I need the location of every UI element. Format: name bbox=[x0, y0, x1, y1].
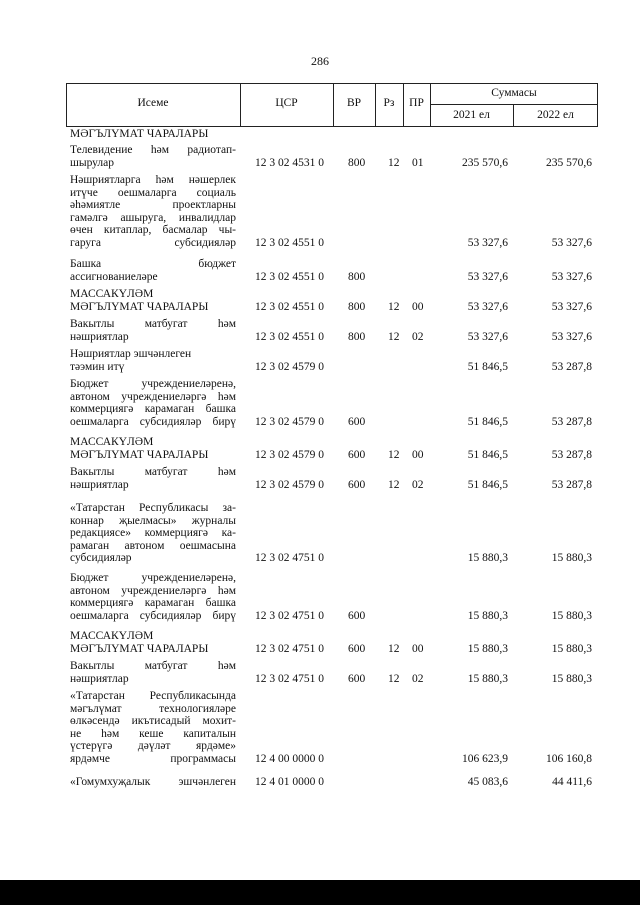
row-name bbox=[70, 630, 236, 655]
row-vr: 800 bbox=[348, 330, 366, 343]
row-name-line: мәгълүмат технологияләре bbox=[70, 702, 236, 715]
header-vr: ВР bbox=[346, 97, 362, 109]
row-sum-2022: 44 411,6 bbox=[552, 776, 592, 788]
row-vr: 600 bbox=[348, 478, 366, 491]
row-sum-2021: 53 327,6 bbox=[467, 270, 508, 283]
row-name bbox=[70, 174, 236, 249]
row-vr: 800 bbox=[348, 270, 366, 283]
row-name-line: Телевидение һәм радиотап- bbox=[70, 144, 236, 156]
row-name-line: МӘГЪЛҮМАТ ЧАРАЛАРЫ bbox=[70, 300, 209, 313]
row-sum-2021: 15 880,3 bbox=[467, 552, 508, 564]
row-sum-2022: 15 880,3 bbox=[551, 609, 592, 622]
row-vr: 600 bbox=[348, 609, 366, 622]
row-sum-2021: 15 880,3 bbox=[467, 609, 508, 622]
row-name-line: МӘГЪЛҮМАТ ЧАРАЛАРЫ bbox=[70, 642, 209, 655]
row-name bbox=[70, 660, 236, 685]
row-sum-2022: 15 880,3 bbox=[551, 672, 592, 685]
row-sum-2022: 53 287,8 bbox=[551, 478, 592, 491]
row-name-line: автоном учреждениеләргә һәм bbox=[70, 584, 236, 597]
row-name-line: өлкәсендә икътисадый мохит- bbox=[70, 715, 236, 727]
row-name-line: үстерүгә дәүләт ярдәме» bbox=[70, 740, 236, 752]
row-name-line: итүче оешмаларга социаль bbox=[70, 186, 236, 199]
row-sum-2021: 51 846,5 bbox=[467, 360, 508, 373]
row-pr: 02 bbox=[412, 478, 424, 491]
row-pr: 02 bbox=[412, 672, 424, 685]
row-csr: 12 3 02 4751 0 bbox=[255, 642, 324, 655]
row-pr: 00 bbox=[412, 300, 424, 313]
row-sum-2021: 235 570,6 bbox=[462, 156, 508, 169]
row-name-line: МӘГЪЛҮМАТ ЧАРАЛАРЫ bbox=[70, 448, 209, 461]
header-csr: ЦСР bbox=[275, 97, 298, 109]
row-name-line: өчен китаплар, басмалар чы- bbox=[70, 224, 236, 236]
row-csr: 12 3 02 4551 0 bbox=[255, 330, 324, 343]
row-name-line: оешмаларга субсидияләр бирү bbox=[70, 609, 236, 622]
scan-edge bbox=[0, 880, 640, 905]
row-vr: 600 bbox=[348, 448, 366, 461]
row-name-line: МӘГЪЛҮМАТ ЧАРАЛАРЫ bbox=[70, 128, 209, 140]
row-vr: 600 bbox=[348, 415, 366, 428]
row-name bbox=[70, 128, 236, 141]
header-name: Исеме bbox=[137, 97, 169, 109]
row-name-line: ассигнованиеләре bbox=[70, 270, 158, 283]
row-name-line: коммерциягә карамаган башка bbox=[70, 597, 236, 609]
row-sum-2022: 53 327,6 bbox=[551, 300, 592, 313]
row-name bbox=[70, 466, 236, 491]
row-rz: 12 bbox=[388, 672, 400, 685]
row-sum-2021: 45 083,6 bbox=[467, 776, 508, 788]
row-name-line: коммерциягә карамаган башка bbox=[70, 403, 236, 415]
row-name-line: автоном учреждениеләргә һәм bbox=[70, 390, 236, 403]
row-name-line: Нәшриятларга һәм нәшерлек bbox=[70, 174, 236, 186]
row-name bbox=[70, 144, 236, 169]
row-name-line: Башка бюджет bbox=[70, 258, 236, 270]
header-year-2022: 2022 ел bbox=[537, 109, 574, 121]
row-name-line: редакциясе» коммерциягә ка- bbox=[70, 527, 236, 539]
row-sum-2022: 235 570,6 bbox=[546, 156, 592, 169]
row-name-line: «Татарстан Республикасы за- bbox=[70, 502, 236, 514]
row-name-line: Вакытлы матбугат һәм bbox=[70, 660, 236, 672]
row-rz: 12 bbox=[388, 478, 400, 491]
row-name bbox=[70, 690, 236, 765]
row-name-line: коннар җыелмасы» журналы bbox=[70, 514, 236, 527]
row-name-line: субсидияләр bbox=[70, 552, 132, 564]
row-pr: 02 bbox=[412, 330, 424, 343]
row-csr: 12 3 02 4751 0 bbox=[255, 552, 324, 564]
row-sum-2021: 53 327,6 bbox=[467, 300, 508, 313]
row-name-line: МАССАКҮЛӘМ bbox=[70, 436, 154, 448]
row-name-line: шырулар bbox=[70, 156, 115, 169]
row-sum-2022: 53 327,6 bbox=[551, 270, 592, 283]
row-sum-2022: 15 880,3 bbox=[551, 642, 592, 655]
row-sum-2021: 53 327,6 bbox=[467, 330, 508, 343]
row-csr: 12 3 02 4531 0 bbox=[255, 156, 324, 169]
row-rz: 12 bbox=[388, 448, 400, 461]
row-sum-2021: 106 623,9 bbox=[462, 752, 508, 765]
row-rz: 12 bbox=[388, 642, 400, 655]
row-name-line: нәшриятлар bbox=[70, 478, 129, 491]
row-name-line: Вакытлы матбугат һәм bbox=[70, 466, 236, 478]
header-rz: Рз bbox=[383, 97, 395, 109]
row-sum-2021: 51 846,5 bbox=[467, 448, 508, 461]
row-name bbox=[70, 502, 236, 565]
row-name bbox=[70, 776, 236, 789]
row-csr: 12 4 01 0000 0 bbox=[255, 776, 324, 788]
row-name bbox=[70, 348, 236, 373]
header-pr: ПР bbox=[409, 97, 424, 109]
row-name-line: МАССАКҮЛӘМ bbox=[70, 630, 154, 642]
row-csr: 12 3 02 4579 0 bbox=[255, 448, 324, 461]
row-name bbox=[70, 436, 236, 461]
header-divider bbox=[430, 104, 598, 105]
row-name bbox=[70, 318, 236, 343]
row-name-line: Бюджет учреждениеләренә, bbox=[70, 572, 236, 584]
row-csr: 12 3 02 4751 0 bbox=[255, 609, 324, 622]
row-sum-2022: 53 287,8 bbox=[551, 360, 592, 373]
row-sum-2021: 51 846,5 bbox=[467, 478, 508, 491]
row-rz: 12 bbox=[388, 300, 400, 313]
row-pr: 01 bbox=[412, 156, 424, 169]
row-csr: 12 3 02 4551 0 bbox=[255, 236, 324, 249]
row-rz: 12 bbox=[388, 330, 400, 343]
row-sum-2022: 53 327,6 bbox=[551, 236, 592, 249]
row-csr: 12 3 02 4579 0 bbox=[255, 478, 324, 491]
row-name-line: Бюджет учреждениеләренә, bbox=[70, 378, 236, 390]
row-sum-2022: 106 160,8 bbox=[546, 752, 592, 765]
row-name-line: рамаган автоном оешмасына bbox=[70, 539, 236, 552]
header-year-2021: 2021 ел bbox=[453, 109, 490, 121]
row-name-line: гаруга субсидияләр bbox=[70, 236, 236, 249]
row-vr: 800 bbox=[348, 156, 366, 169]
row-sum-2022: 53 287,8 bbox=[551, 448, 592, 461]
row-sum-2021: 15 880,3 bbox=[467, 642, 508, 655]
row-csr: 12 3 02 4551 0 bbox=[255, 270, 324, 283]
row-name-line: ярдәмче программасы bbox=[70, 752, 236, 765]
page-number: 286 bbox=[311, 54, 329, 68]
row-rz: 12 bbox=[388, 156, 400, 169]
row-name bbox=[70, 288, 236, 313]
row-vr: 800 bbox=[348, 300, 366, 313]
row-csr: 12 3 02 4551 0 bbox=[255, 300, 324, 313]
row-name-line: гамәлгә ашыруга, инвалидлар bbox=[70, 211, 236, 224]
row-sum-2021: 53 327,6 bbox=[467, 236, 508, 249]
header-sums: Суммасы bbox=[491, 87, 537, 99]
row-name-line: тәэмин итү bbox=[70, 360, 125, 373]
row-sum-2021: 15 880,3 bbox=[467, 672, 508, 685]
row-name-line: «Татарстан Республикасында bbox=[70, 690, 236, 702]
row-pr: 00 bbox=[412, 642, 424, 655]
row-vr: 600 bbox=[348, 642, 366, 655]
row-name-line: Нәшриятлар эшчәнлеген bbox=[70, 348, 192, 360]
row-sum-2021: 51 846,5 bbox=[467, 415, 508, 428]
row-name bbox=[70, 258, 236, 283]
row-name-line: оешмаларга субсидияләр бирү bbox=[70, 415, 236, 428]
row-name-line: «Гомумхуҗалык эшчәнлеген bbox=[70, 776, 236, 788]
row-sum-2022: 15 880,3 bbox=[551, 552, 592, 564]
row-csr: 12 3 02 4579 0 bbox=[255, 360, 324, 373]
row-name-line: нәшриятлар bbox=[70, 672, 129, 685]
row-csr: 12 4 00 0000 0 bbox=[255, 752, 324, 765]
row-name bbox=[70, 572, 236, 622]
row-pr: 00 bbox=[412, 448, 424, 461]
row-csr: 12 3 02 4579 0 bbox=[255, 415, 324, 428]
row-name-line: Вакытлы матбугат һәм bbox=[70, 318, 236, 330]
row-sum-2022: 53 327,6 bbox=[551, 330, 592, 343]
row-csr: 12 3 02 4751 0 bbox=[255, 672, 324, 685]
row-name-line: МАССАКҮЛӘМ bbox=[70, 288, 154, 300]
row-name-line: әһәмиятле проектларны bbox=[70, 199, 236, 211]
row-name bbox=[70, 378, 236, 428]
row-name-line: нәшриятлар bbox=[70, 330, 129, 343]
row-vr: 600 bbox=[348, 672, 366, 685]
row-sum-2022: 53 287,8 bbox=[551, 415, 592, 428]
row-name-line: не һәм кеше капиталын bbox=[70, 727, 236, 740]
